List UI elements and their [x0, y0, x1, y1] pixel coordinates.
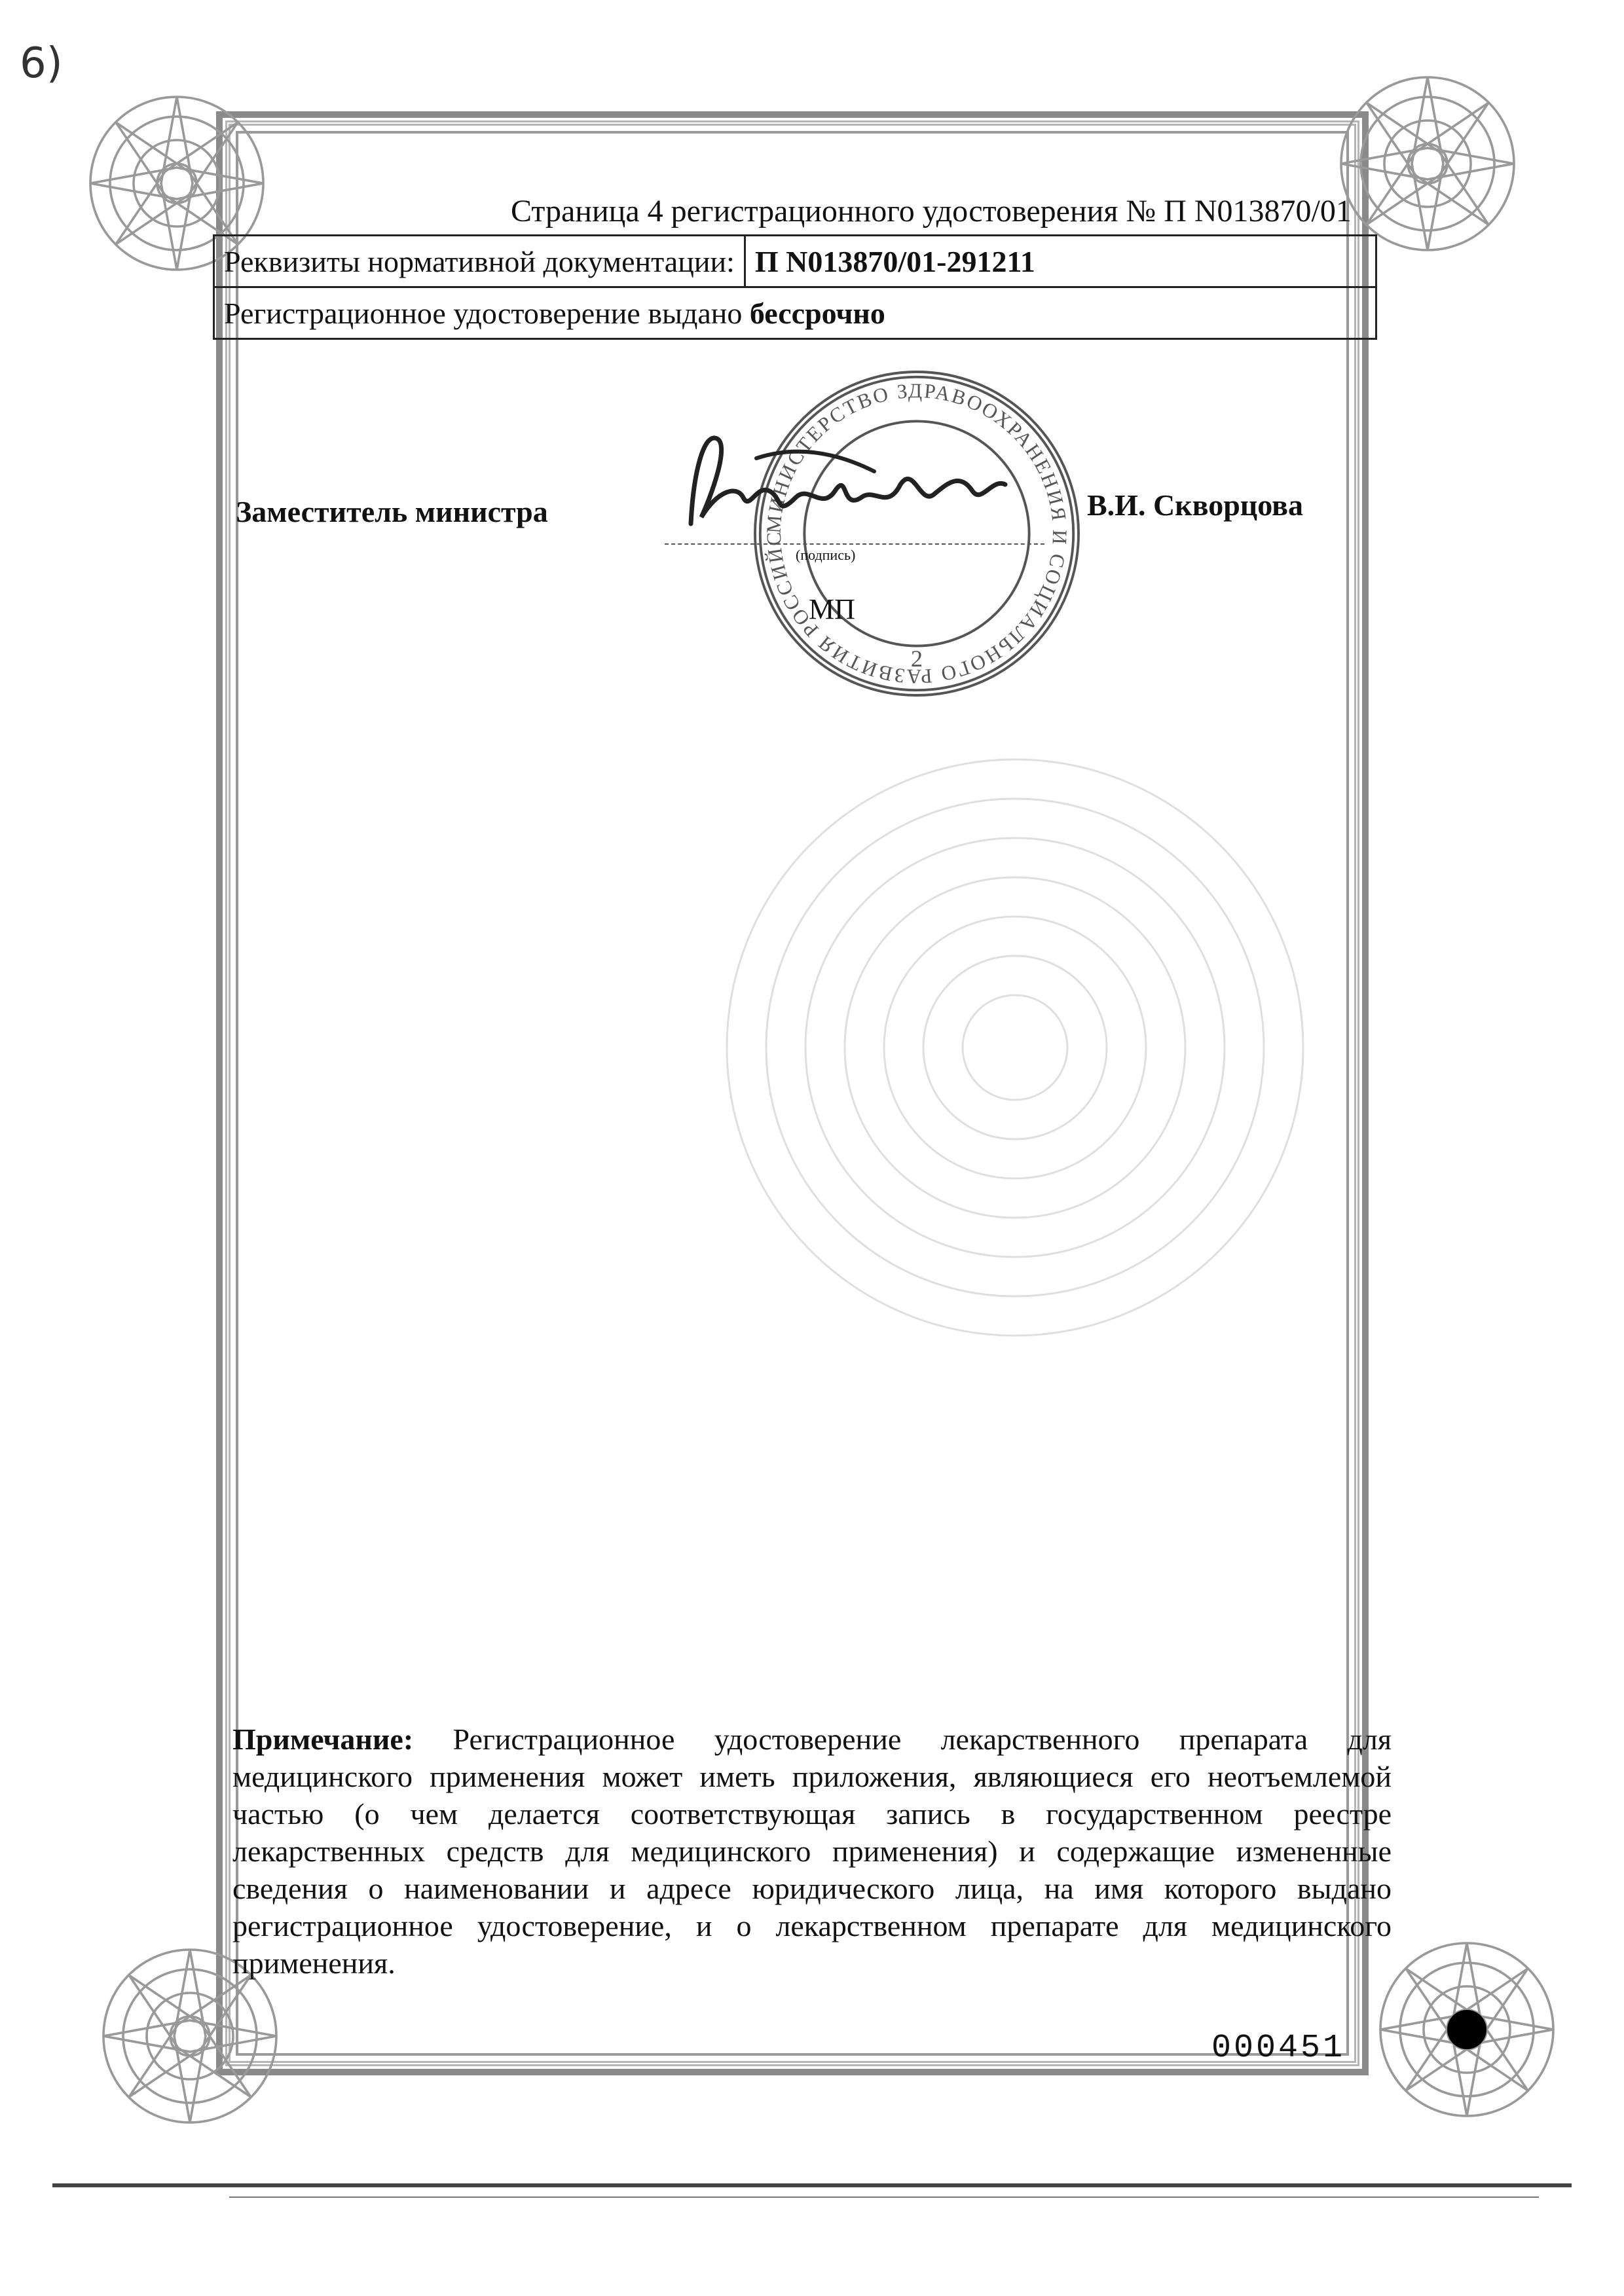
bottom-rule — [52, 2183, 1572, 2187]
note-text: Регистрационное удостоверение лекарственного препарата для медицинского применения может иметь приложения, являющиеся его неотъемлемой частью (о чем делается соответствующая запись в государственном реестре лекарственных средств для медицинского применения) и содержащие измененные сведения о наименовании и адресе юридического лица, на имя которого выдано регистрационное удостоверение, и о лекарственном препарате для медицинского применения. — [232, 1722, 1392, 1980]
page-header: Страница 4 регистрационного удостоверения № П N013870/01 — [511, 194, 1352, 228]
requisites-table — [213, 234, 1377, 340]
bottom-rule-thin — [229, 2196, 1539, 2198]
signature-image — [678, 419, 1018, 563]
issued-term-cell — [214, 287, 1376, 339]
signatory-position: Заместитель министра — [236, 495, 548, 528]
background-guilloche — [655, 720, 1375, 1375]
seal-text: МИНИСТЕРСТВО ЗДРАВООХРАНЕНИЯ И СОЦИАЛЬНОГО РАЗВИТИЯ РОССИЙС — [762, 378, 1072, 689]
issued-prefix: Регистрационное удостоверение выдано — [224, 296, 743, 330]
table-row — [214, 236, 1376, 287]
seal-label: МП — [809, 593, 855, 625]
corner-rosette-icon — [1329, 65, 1526, 262]
handwritten-corner-mark: 6) — [20, 39, 63, 88]
table-row — [214, 287, 1376, 339]
signature-caption: (подпись) — [796, 547, 856, 563]
signature-line — [665, 543, 1044, 545]
requisites-label: Реквизиты нормативной документации: — [214, 236, 745, 287]
hole-punch-mark — [1447, 2010, 1486, 2049]
serial-number: 000451 — [1211, 2030, 1346, 2067]
issued-term: бессрочно — [749, 296, 885, 330]
note-label: Примечание: — [232, 1722, 414, 1756]
signatory-name: В.И. Скворцова — [1087, 488, 1303, 522]
note-paragraph — [232, 1721, 1392, 1982]
requisites-value: П N013870/01-291211 — [745, 236, 1376, 287]
seal-number: 2 — [910, 645, 923, 672]
